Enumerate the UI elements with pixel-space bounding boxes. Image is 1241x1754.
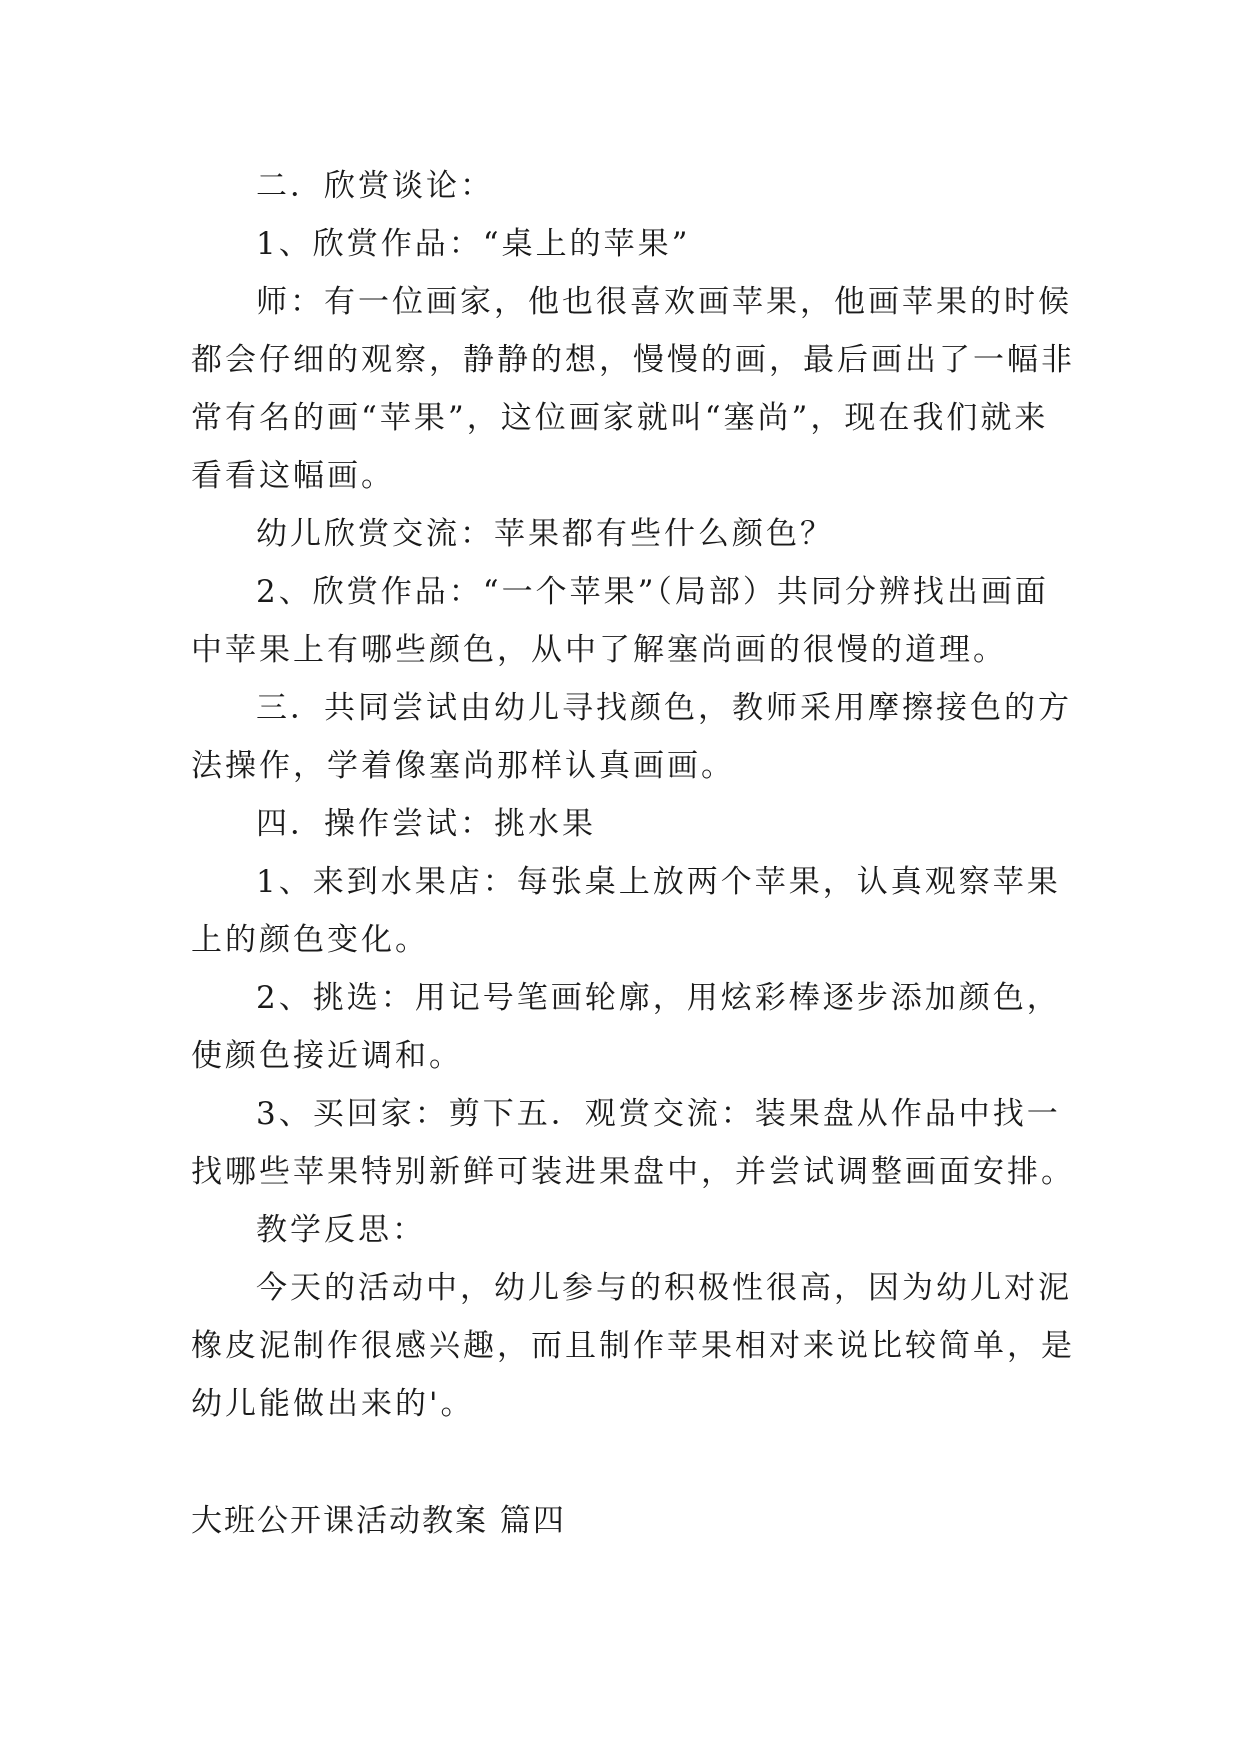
paragraph-line: 找哪些苹果特别新鲜可装进果盘中，并尝试调整画面安排。 — [191, 1154, 1075, 1190]
paragraph-line: 3、买回家：剪下五．观赏交流：装果盘从作品中找一 — [256, 1096, 1061, 1132]
paragraph-line: 使颜色接近调和。 — [191, 1038, 463, 1074]
paragraph-line: 师：有一位画家，他也很喜欢画苹果，他画苹果的时候 — [256, 284, 1072, 320]
paragraph-line: 都会仔细的观察，静静的想，慢慢的画，最后画出了一幅非 — [191, 342, 1075, 378]
paragraph-line: 看看这幅画。 — [191, 458, 395, 494]
paragraph-line: 橡皮泥制作很感兴趣，而且制作苹果相对来说比较简单，是 — [191, 1328, 1075, 1364]
section-heading-appreciation: 二．欣赏谈论： — [256, 168, 494, 204]
section-title: 大班公开课活动教案 篇四 — [191, 1503, 566, 1539]
paragraph-line: 1、欣赏作品：“桌上的苹果” — [256, 226, 691, 262]
paragraph-line: 1、来到水果店：每张桌上放两个苹果，认真观察苹果 — [256, 864, 1061, 900]
section-heading-operation: 四．操作尝试：挑水果 — [256, 806, 596, 842]
paragraph-line: 三．共同尝试由幼儿寻找颜色，教师采用摩擦接色的方 — [256, 690, 1072, 726]
paragraph-line: 2、挑选：用记号笔画轮廓，用炫彩棒逐步添加颜色， — [256, 980, 1061, 1016]
paragraph-line: 幼儿能做出来的'。 — [191, 1386, 475, 1422]
paragraph-line: 常有名的画“苹果”，这位画家就叫“塞尚”，现在我们就来 — [191, 400, 1049, 436]
paragraph-line: 幼儿欣赏交流：苹果都有些什么颜色？ — [256, 516, 834, 552]
paragraph-line: 2、欣赏作品：“一个苹果”（局部）共同分辨找出画面 — [256, 574, 1049, 610]
paragraph-line: 法操作，学着像塞尚那样认真画画。 — [191, 748, 735, 784]
paragraph-line: 上的颜色变化。 — [191, 922, 429, 958]
paragraph-line: 今天的活动中，幼儿参与的积极性很高，因为幼儿对泥 — [256, 1270, 1072, 1306]
paragraph-line: 中苹果上有哪些颜色，从中了解塞尚画的很慢的道理。 — [191, 632, 1007, 668]
section-heading-reflection: 教学反思： — [256, 1212, 426, 1248]
